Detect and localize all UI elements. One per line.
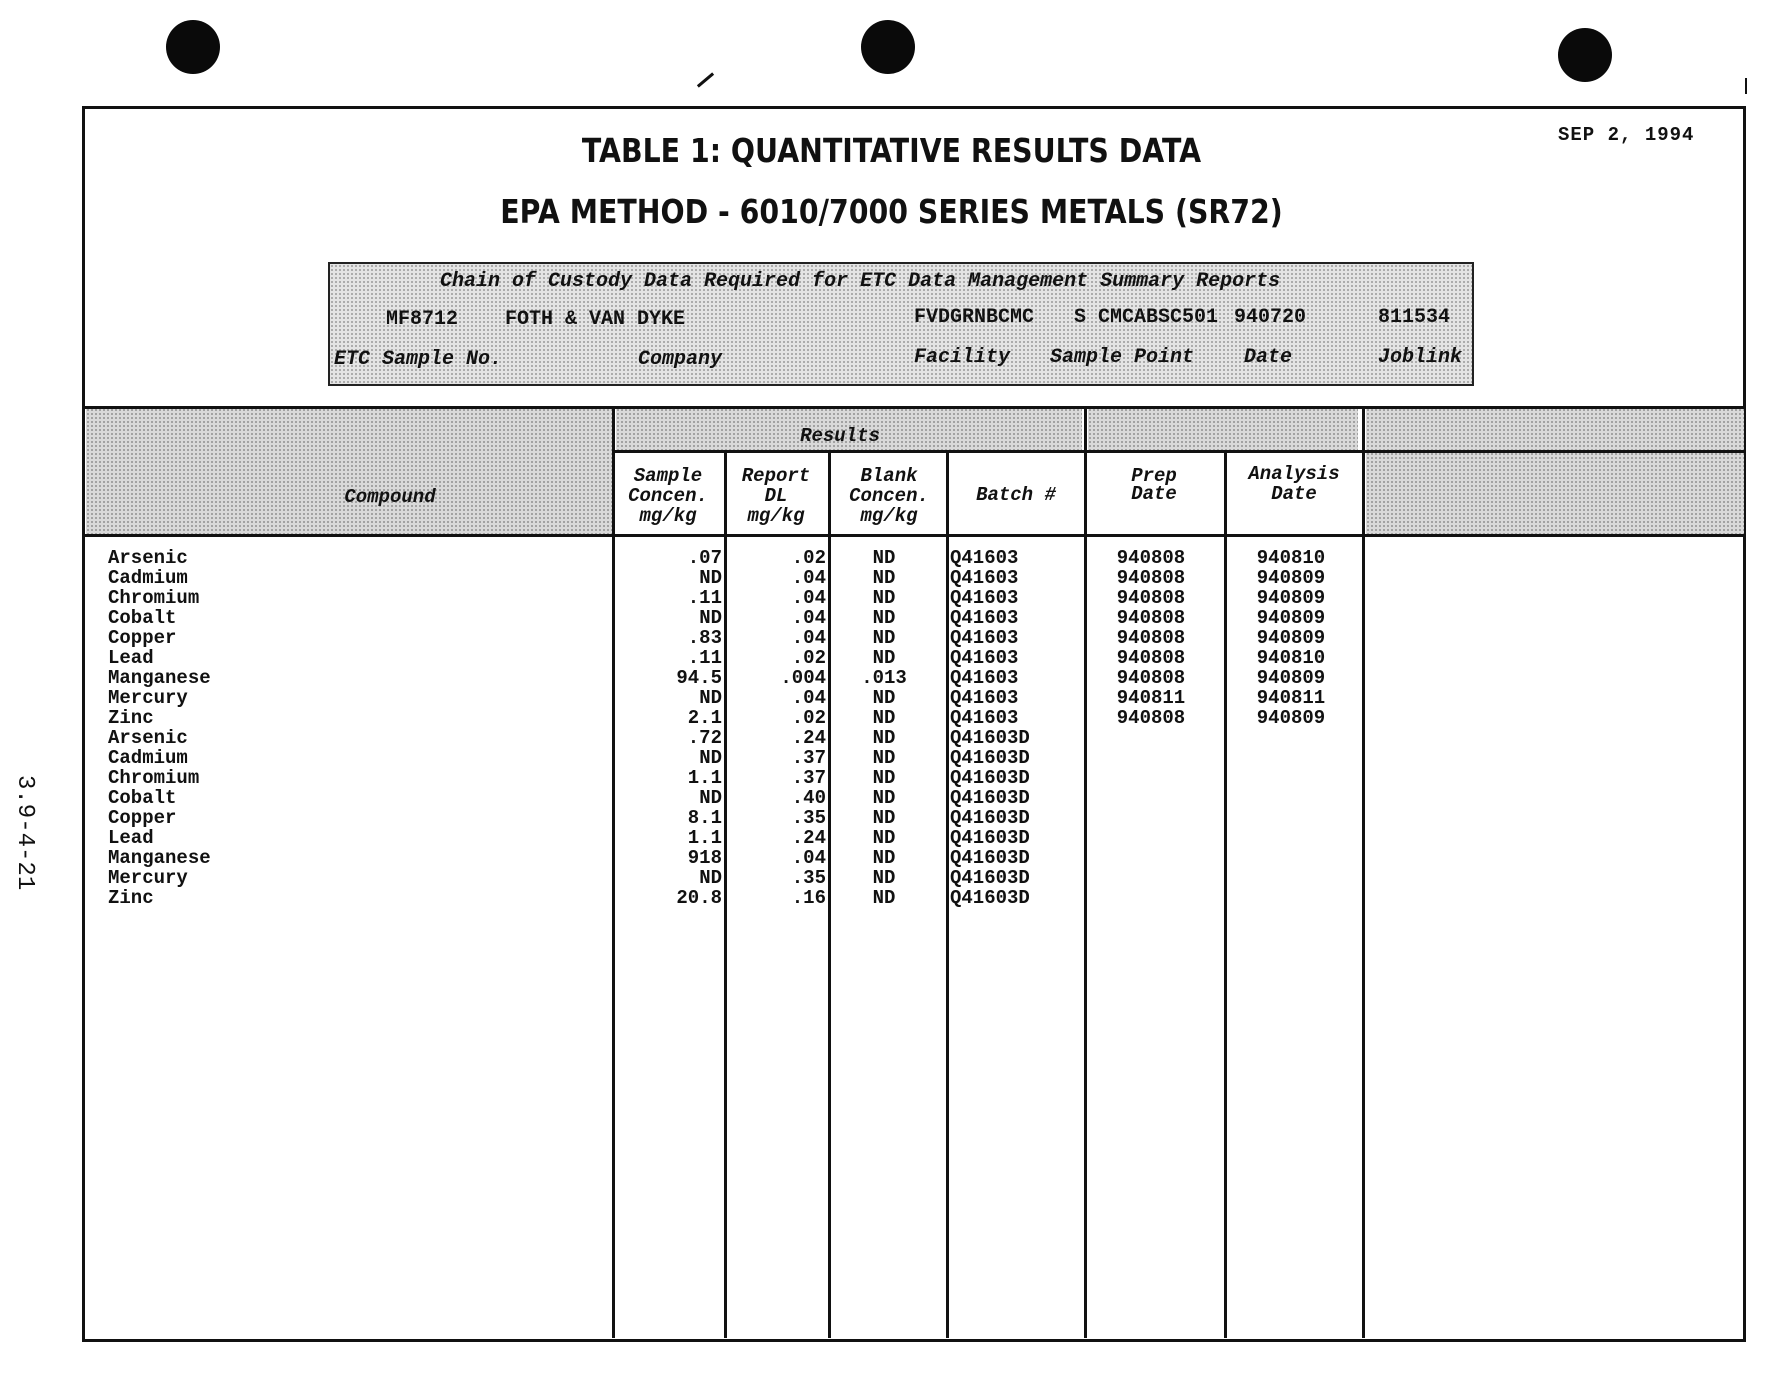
cell-sample-concen: .72 bbox=[687, 727, 722, 749]
cell-report-dl: .04 bbox=[791, 587, 826, 609]
coc-label-date: Date bbox=[1244, 346, 1293, 369]
cell-batch: Q41603D bbox=[950, 767, 1030, 789]
cell-compound: Zinc bbox=[108, 887, 154, 909]
cell-blank-concen: ND bbox=[872, 767, 896, 789]
header-sample-concen-line2: Concen. bbox=[628, 485, 708, 507]
cell-report-dl: .37 bbox=[791, 747, 826, 769]
cell-blank-concen: ND bbox=[872, 747, 896, 769]
cell-compound: Chromium bbox=[108, 767, 200, 789]
cell-compound: Arsenic bbox=[108, 547, 188, 569]
cell-compound: Zinc bbox=[108, 707, 154, 729]
cell-prep-date: 940808 bbox=[1116, 607, 1186, 629]
cell-report-dl: .37 bbox=[791, 767, 826, 789]
cell-compound: Arsenic bbox=[108, 727, 188, 749]
cell-compound: Cadmium bbox=[108, 567, 188, 589]
cell-sample-concen: 918 bbox=[687, 847, 722, 869]
header-blank-concen-line2: Concen. bbox=[849, 485, 929, 507]
cell-report-dl: .04 bbox=[791, 687, 826, 709]
header-analysis-date-line2: Date bbox=[1271, 483, 1317, 505]
header-report-dl-line1: Report bbox=[741, 465, 811, 487]
cell-blank-concen: ND bbox=[872, 787, 896, 809]
cell-analysis-date: 940809 bbox=[1256, 567, 1326, 589]
coc-heading: Chain of Custody Data Required for ETC Data Management Summary Reports bbox=[440, 270, 1281, 293]
cell-sample-concen: .11 bbox=[687, 647, 722, 669]
edge-mark bbox=[1745, 78, 1747, 94]
cell-blank-concen: ND bbox=[872, 727, 896, 749]
cell-sample-concen: 2.1 bbox=[687, 707, 722, 729]
cell-report-dl: .02 bbox=[791, 547, 826, 569]
cell-sample-concen: ND bbox=[699, 567, 722, 589]
coc-joblink: 811534 bbox=[1378, 306, 1451, 329]
cell-analysis-date: 940810 bbox=[1256, 547, 1326, 569]
header-divider bbox=[612, 450, 1746, 453]
cell-blank-concen: ND bbox=[872, 627, 896, 649]
cell-blank-concen: ND bbox=[872, 867, 896, 889]
coc-label-company: Company bbox=[638, 348, 723, 371]
cell-sample-concen: .83 bbox=[687, 627, 722, 649]
cell-batch: Q41603D bbox=[950, 847, 1030, 869]
col-divider bbox=[946, 452, 949, 1338]
cell-batch: Q41603D bbox=[950, 867, 1030, 889]
cell-batch: Q41603D bbox=[950, 807, 1030, 829]
binder-hole-center bbox=[861, 20, 915, 74]
coc-label-joblink: Joblink bbox=[1378, 346, 1463, 369]
cell-report-dl: .02 bbox=[791, 707, 826, 729]
cell-batch: Q41603D bbox=[950, 787, 1030, 809]
coc-label-sample-point: Sample Point bbox=[1050, 346, 1195, 369]
cell-report-dl: .02 bbox=[791, 647, 826, 669]
report-date: SEP 2, 1994 bbox=[1558, 124, 1695, 146]
page-subtitle: EPA METHOD - 6010/7000 SERIES METALS (SR72) bbox=[500, 192, 1283, 231]
cell-report-dl: .004 bbox=[780, 667, 826, 689]
cell-analysis-date: 940811 bbox=[1256, 687, 1326, 709]
cell-compound: Mercury bbox=[108, 687, 188, 709]
cell-report-dl: .24 bbox=[791, 827, 826, 849]
cell-compound: Manganese bbox=[108, 847, 211, 869]
pen-tick-mark bbox=[697, 72, 714, 87]
header-prep-date-line2: Date bbox=[1131, 483, 1177, 505]
page-title: TABLE 1: QUANTITATIVE RESULTS DATA bbox=[581, 131, 1202, 170]
cell-batch: Q41603D bbox=[950, 887, 1030, 909]
cell-sample-concen: ND bbox=[699, 607, 722, 629]
cell-prep-date: 940808 bbox=[1116, 627, 1186, 649]
cell-blank-concen: ND bbox=[872, 687, 896, 709]
cell-compound: Cadmium bbox=[108, 747, 188, 769]
side-annotation: 3.9-4-21 bbox=[11, 775, 38, 891]
cell-batch: Q41603 bbox=[950, 627, 1019, 649]
cell-blank-concen: ND bbox=[872, 807, 896, 829]
cell-compound: Cobalt bbox=[108, 607, 177, 629]
cell-batch: Q41603 bbox=[950, 667, 1019, 689]
cell-batch: Q41603 bbox=[950, 567, 1019, 589]
cell-blank-concen: ND bbox=[872, 887, 896, 909]
cell-compound: Copper bbox=[108, 807, 177, 829]
cell-prep-date: 940808 bbox=[1116, 547, 1186, 569]
coc-company: FOTH & VAN DYKE bbox=[505, 308, 686, 331]
binder-hole-left bbox=[166, 20, 220, 74]
header-results: Results bbox=[800, 425, 880, 447]
coc-sample-point: S CMCABSC501 bbox=[1074, 306, 1219, 329]
cell-batch: Q41603 bbox=[950, 547, 1019, 569]
binder-hole-right bbox=[1558, 28, 1612, 82]
cell-report-dl: .04 bbox=[791, 567, 826, 589]
cell-compound: Copper bbox=[108, 627, 177, 649]
cell-report-dl: .24 bbox=[791, 727, 826, 749]
cell-blank-concen: ND bbox=[872, 827, 896, 849]
header-sample-concen-line1: Sample bbox=[633, 465, 703, 487]
cell-blank-concen: ND bbox=[872, 587, 896, 609]
coc-label-facility: Facility bbox=[914, 346, 1011, 369]
cell-report-dl: .04 bbox=[791, 607, 826, 629]
cell-prep-date: 940811 bbox=[1116, 687, 1186, 709]
cell-sample-concen: ND bbox=[699, 747, 722, 769]
cell-blank-concen: .013 bbox=[861, 667, 907, 689]
cell-report-dl: .40 bbox=[791, 787, 826, 809]
cell-compound: Chromium bbox=[108, 587, 200, 609]
cell-blank-concen: ND bbox=[872, 707, 896, 729]
cell-analysis-date: 940809 bbox=[1256, 587, 1326, 609]
header-report-dl-line2: DL bbox=[764, 485, 788, 507]
cell-compound: Lead bbox=[108, 827, 154, 849]
cell-blank-concen: ND bbox=[872, 847, 896, 869]
coc-sample-no: MF8712 bbox=[386, 308, 459, 331]
coc-label-sample-no: ETC Sample No. bbox=[334, 348, 503, 371]
cell-report-dl: .35 bbox=[791, 807, 826, 829]
cell-blank-concen: ND bbox=[872, 607, 896, 629]
header-report-dl-line3: mg/kg bbox=[747, 505, 805, 527]
header-analysis-date-line1: Analysis bbox=[1248, 463, 1340, 485]
cell-sample-concen: 1.1 bbox=[687, 827, 722, 849]
cell-report-dl: .04 bbox=[791, 847, 826, 869]
cell-report-dl: .04 bbox=[791, 627, 826, 649]
cell-prep-date: 940808 bbox=[1116, 567, 1186, 589]
coc-facility: FVDGRNBCMC bbox=[914, 306, 1035, 329]
cell-batch: Q41603 bbox=[950, 687, 1019, 709]
header-blank-concen-line1: Blank bbox=[860, 465, 918, 487]
cell-analysis-date: 940810 bbox=[1256, 647, 1326, 669]
cell-batch: Q41603 bbox=[950, 707, 1019, 729]
cell-prep-date: 940808 bbox=[1116, 647, 1186, 669]
header-batch: Batch # bbox=[976, 484, 1056, 506]
header-sample-concen-line3: mg/kg bbox=[639, 505, 697, 527]
cell-batch: Q41603 bbox=[950, 607, 1019, 629]
chain-of-custody-box bbox=[328, 262, 1474, 386]
cell-analysis-date: 940809 bbox=[1256, 707, 1326, 729]
cell-compound: Mercury bbox=[108, 867, 188, 889]
col-divider bbox=[1362, 408, 1365, 1338]
cell-prep-date: 940808 bbox=[1116, 707, 1186, 729]
cell-prep-date: 940808 bbox=[1116, 667, 1186, 689]
header-bottom-rule bbox=[82, 534, 1746, 537]
coc-date: 940720 bbox=[1234, 306, 1307, 329]
cell-batch: Q41603D bbox=[950, 747, 1030, 769]
cell-prep-date: 940808 bbox=[1116, 587, 1186, 609]
cell-blank-concen: ND bbox=[872, 567, 896, 589]
cell-blank-concen: ND bbox=[872, 547, 896, 569]
cell-blank-concen: ND bbox=[872, 647, 896, 669]
header-blank-concen-line3: mg/kg bbox=[860, 505, 918, 527]
cell-analysis-date: 940809 bbox=[1256, 607, 1326, 629]
cell-sample-concen: ND bbox=[699, 867, 722, 889]
cell-sample-concen: 20.8 bbox=[676, 887, 722, 909]
cell-sample-concen: ND bbox=[699, 787, 722, 809]
cell-batch: Q41603 bbox=[950, 587, 1019, 609]
cell-sample-concen: .11 bbox=[687, 587, 722, 609]
cell-batch: Q41603D bbox=[950, 727, 1030, 749]
cell-compound: Lead bbox=[108, 647, 154, 669]
cell-sample-concen: 94.5 bbox=[676, 667, 722, 689]
cell-sample-concen: .07 bbox=[687, 547, 722, 569]
header-prep-date-line1: Prep bbox=[1131, 465, 1177, 487]
cell-analysis-date: 940809 bbox=[1256, 667, 1326, 689]
cell-sample-concen: ND bbox=[699, 687, 722, 709]
cell-batch: Q41603 bbox=[950, 647, 1019, 669]
cell-sample-concen: 8.1 bbox=[687, 807, 722, 829]
cell-report-dl: .35 bbox=[791, 867, 826, 889]
cell-sample-concen: 1.1 bbox=[687, 767, 722, 789]
header-compound: Compound bbox=[344, 486, 436, 508]
cell-batch: Q41603D bbox=[950, 827, 1030, 849]
cell-compound: Cobalt bbox=[108, 787, 177, 809]
cell-report-dl: .16 bbox=[791, 887, 826, 909]
cell-compound: Manganese bbox=[108, 667, 211, 689]
cell-analysis-date: 940809 bbox=[1256, 627, 1326, 649]
